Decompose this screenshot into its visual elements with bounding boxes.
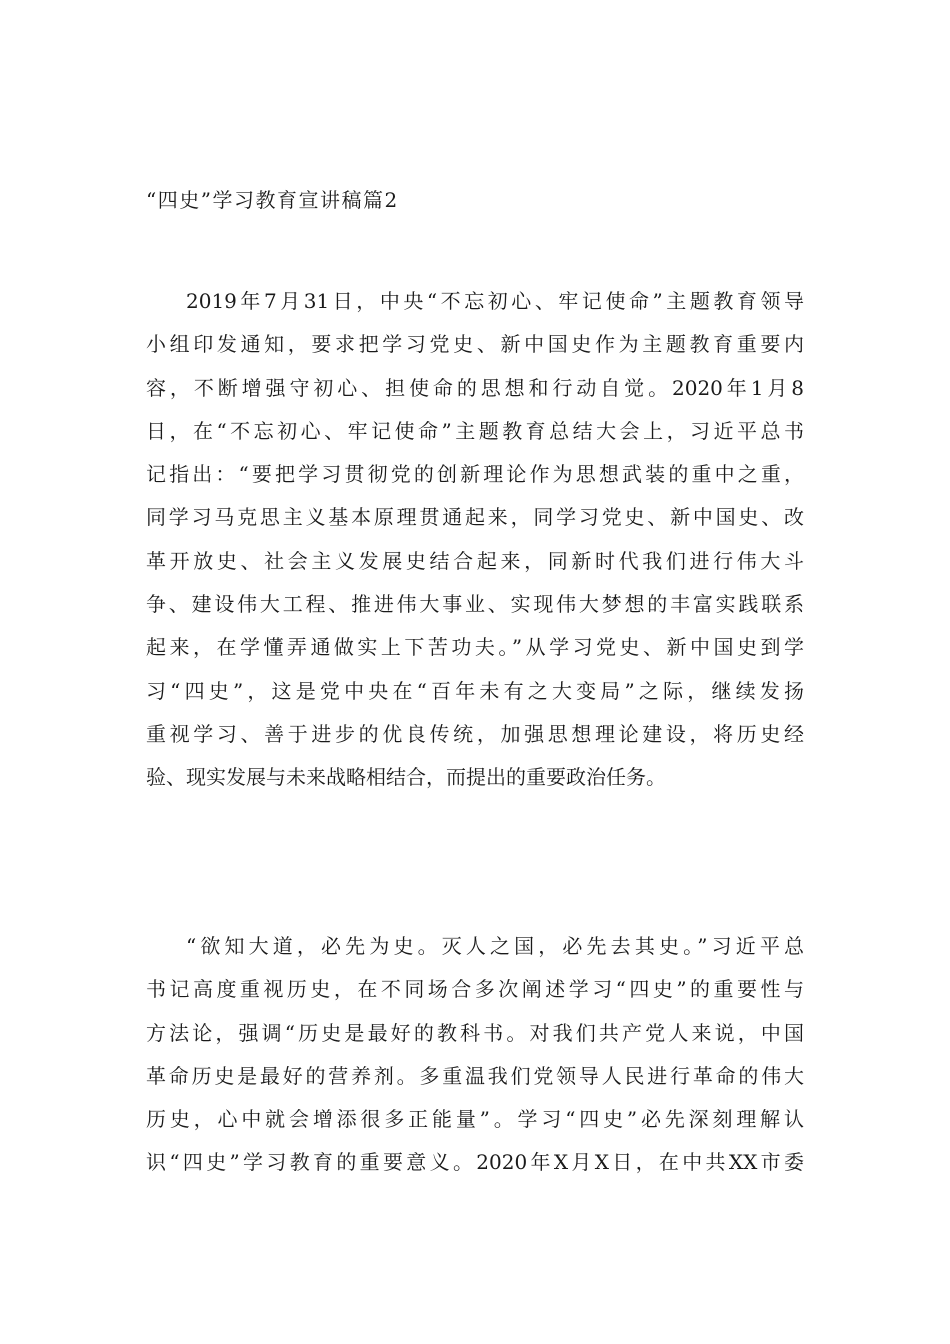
paragraph-line: 革开放史、社会主义发展史结合起来，同新时代我们进行伟大斗 [146, 548, 804, 573]
paragraph-1 [146, 280, 804, 800]
paragraph-line: 验、现实发展与未来战略相结合，而提出的重要政治任务。 [146, 765, 666, 790]
paragraph-line: 容，不断增强守初心、担使命的思想和行动自觉。2020年1月8 [146, 375, 804, 400]
paragraph-line: 方法论，强调“历史是最好的教科书。对我们共产党人来说，中国 [146, 1020, 804, 1045]
paragraph-line: “欲知大道，必先为史。灭人之国，必先去其史。”习近平总 [186, 934, 804, 958]
paragraph-line: 小组印发通知，要求把学习党史、新中国史作为主题教育重要内 [146, 332, 804, 357]
paragraph-line: 习“四史”，这是党中央在“百年未有之大变局”之际，继续发扬 [146, 678, 804, 703]
paragraph-line: 重视学习、善于进步的优良传统，加强思想理论建设，将历史经 [146, 721, 804, 746]
paragraph-line: 争、建设伟大工程、推进伟大事业、实现伟大梦想的丰富实践联系 [146, 592, 804, 617]
paragraph-line: 起来，在学懂弄通做实上下苦功夫。”从学习党史、新中国史到学 [146, 635, 804, 660]
paragraph-line: 历史，心中就会增添很多正能量”。学习“四史”必先深刻理解认 [146, 1107, 804, 1132]
paragraph-line: 书记高度重视历史，在不同场合多次阐述学习“四史”的重要性与 [146, 977, 804, 1002]
paragraph-line: 2019年7月31日，中央“不忘初心、牢记使命”主题教育领导 [186, 289, 804, 313]
paragraph-line: 同学习马克思主义基本原理贯通起来，同学习党史、新中国史、改 [146, 505, 804, 530]
paragraph-line: 识“四史”学习教育的重要意义。2020年X月X日，在中共XX市委 [146, 1150, 804, 1175]
paragraph-line: 日，在“不忘初心、牢记使命”主题教育总结大会上，习近平总书 [146, 418, 804, 443]
paragraph-line: 记指出：“要把学习贯彻党的创新理论作为思想武装的重中之重， [146, 462, 804, 487]
paragraph-line: 革命历史是最好的营养剂。多重温我们党领导人民进行革命的伟大 [146, 1063, 804, 1088]
document-title: “四史”学习教育宣讲稿篇2 [146, 188, 399, 212]
paragraph-2 [146, 925, 804, 1185]
